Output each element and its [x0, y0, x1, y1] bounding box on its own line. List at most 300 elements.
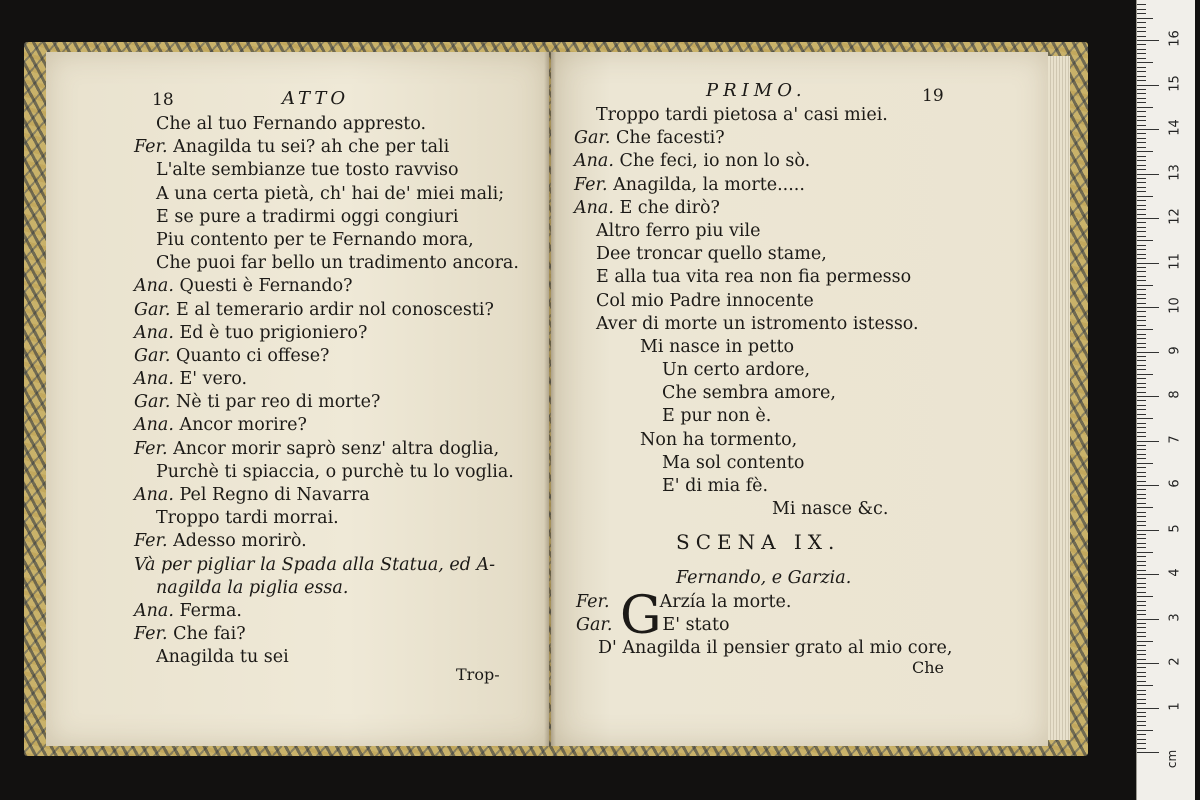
speaker-label: Fer. [574, 174, 614, 195]
speaker-label: Gar. [134, 299, 176, 320]
ruler-minor-tick [1137, 62, 1153, 63]
measurement-ruler [1136, 0, 1195, 800]
ruler-major-tick [1137, 85, 1159, 86]
ruler-minor-tick [1137, 699, 1146, 700]
verse-text: E' vero. [179, 369, 248, 390]
verse-line [574, 313, 919, 336]
verse-line [134, 530, 519, 553]
ruler-major-tick [1137, 129, 1159, 130]
verse-text: Dee troncar quello stame, [596, 244, 827, 265]
verse-line [134, 113, 519, 136]
verse-text: Che puoi far bello un tradimento ancora. [156, 253, 519, 274]
verse-line [134, 438, 519, 461]
speaker-label: Gar. [134, 392, 176, 413]
ruler-number: 4 [1167, 568, 1183, 577]
ruler-minor-tick [1137, 605, 1146, 606]
verse-line [574, 382, 919, 405]
ruler-minor-tick [1137, 280, 1146, 281]
speaker-label: Fer. [134, 438, 174, 459]
ruler-minor-tick [1137, 494, 1146, 495]
ruler-minor-tick [1137, 49, 1146, 50]
ruler-minor-tick [1137, 427, 1146, 428]
ruler-minor-tick [1137, 650, 1146, 651]
speaker-label: Ana. [574, 197, 620, 218]
verse-text: Che facesti? [615, 128, 725, 149]
verse-line [574, 104, 919, 127]
verse-line [134, 159, 519, 182]
ruler-minor-tick [1137, 147, 1146, 148]
ruler-minor-tick [1137, 151, 1153, 152]
ruler-minor-tick [1137, 249, 1146, 250]
ruler-minor-tick [1137, 138, 1146, 139]
ruler-minor-tick [1137, 690, 1146, 691]
ruler-number: 15 [1167, 74, 1183, 92]
verse-line [134, 577, 519, 600]
ruler-minor-tick [1137, 116, 1146, 117]
verse-line [134, 229, 519, 252]
ruler-minor-tick [1137, 160, 1146, 161]
ruler-minor-tick [1137, 231, 1146, 232]
ruler-minor-tick [1137, 80, 1146, 81]
verse-text: Anagilda, la morte..... [613, 174, 805, 195]
verse-line [134, 600, 519, 623]
ruler-major-tick [1137, 752, 1159, 753]
ruler-number: 3 [1167, 612, 1183, 622]
verse-line [574, 498, 919, 521]
verse-text: Che feci, io non lo sò. [619, 151, 811, 172]
ruler-minor-tick [1137, 196, 1153, 197]
verse-line [574, 266, 919, 289]
verse-line [134, 414, 519, 437]
book-gutter [544, 52, 556, 746]
ruler-minor-tick [1137, 601, 1146, 602]
verse-text: Che al tuo Fernando appresto. [156, 114, 427, 134]
scene-title: SCENA IX. [676, 530, 841, 554]
ruler-minor-tick [1137, 76, 1146, 77]
verse-text: Che fai? [173, 624, 246, 645]
ruler-number: 16 [1167, 30, 1183, 47]
verse-text: Ancor morir saprò senz' altra doglia, [173, 438, 500, 459]
verse-text: Non ha tormento, [640, 429, 798, 450]
ruler-number: 10 [1167, 297, 1183, 314]
ruler-minor-tick [1137, 182, 1146, 183]
verse-line [134, 345, 519, 368]
ruler-minor-tick [1137, 285, 1153, 286]
ruler-minor-tick [1137, 516, 1146, 517]
ruler-minor-tick [1137, 543, 1146, 544]
ruler-minor-tick [1137, 467, 1146, 468]
left-running-head: ATTO [282, 88, 350, 109]
ruler-minor-tick [1137, 552, 1153, 553]
ruler-minor-tick [1137, 596, 1153, 597]
ruler-minor-tick [1137, 236, 1146, 237]
verse-text: Troppo tardi morrai. [156, 508, 339, 529]
ruler-minor-tick [1137, 534, 1146, 535]
ruler-minor-tick [1137, 178, 1146, 179]
speaker-label: Ana. [134, 276, 180, 297]
ruler-minor-tick [1137, 36, 1146, 37]
verse-text: E alla tua vita rea non fia permesso [596, 267, 912, 288]
ruler-number: 7 [1167, 434, 1183, 444]
ruler-major-tick [1137, 619, 1159, 620]
verse-line [134, 507, 519, 530]
ruler-number: 6 [1167, 479, 1183, 488]
ruler-minor-tick [1137, 716, 1146, 717]
ruler-major-tick [1137, 441, 1159, 442]
verse-line [134, 299, 519, 322]
verse-text: Pel Regno di Navarra [179, 485, 370, 505]
speaker-label: Gar. [576, 615, 613, 635]
ruler-major-tick [1137, 307, 1159, 308]
verse-line [134, 275, 519, 298]
ruler-minor-tick [1137, 623, 1146, 624]
ruler-minor-tick [1137, 436, 1146, 437]
ruler-minor-tick [1137, 392, 1146, 393]
ruler-minor-tick [1137, 503, 1146, 504]
speaker-label: Ana. [134, 322, 180, 343]
scene-characters: Fernando, e Garzia. [676, 568, 852, 588]
left-page-number: 18 [152, 90, 174, 110]
ruler-minor-tick [1137, 400, 1146, 401]
ruler-minor-tick [1137, 743, 1146, 744]
ruler-minor-tick [1137, 27, 1146, 28]
verse-line [574, 220, 919, 243]
ruler-number: 13 [1167, 163, 1183, 181]
ruler-minor-tick [1137, 165, 1146, 166]
ruler-minor-tick [1137, 191, 1146, 192]
ruler-minor-tick [1137, 721, 1146, 722]
speaker-label: Ana. [134, 600, 180, 621]
ruler-minor-tick [1137, 614, 1146, 615]
verse-text: Aver di morte un istromento istesso. [596, 313, 919, 334]
ruler-minor-tick [1137, 472, 1146, 473]
ruler-minor-tick [1137, 125, 1146, 126]
verse-text: Anagilda tu sei? ah che per tali [173, 137, 450, 158]
ruler-minor-tick [1137, 227, 1146, 228]
ruler-minor-tick [1137, 303, 1146, 304]
ruler-minor-tick [1137, 734, 1146, 735]
ruler-minor-tick [1137, 58, 1146, 59]
stage-direction: Và per pigliar la Spada alla Statua, ed A- [134, 554, 496, 575]
ruler-minor-tick [1137, 521, 1146, 522]
ruler-minor-tick [1137, 311, 1146, 312]
verse-line [134, 391, 519, 414]
ruler-minor-tick [1137, 44, 1146, 45]
ruler-minor-tick [1137, 267, 1146, 268]
verse-line [134, 136, 519, 159]
speaker-label: Fer. [134, 531, 174, 552]
ruler-number: 14 [1167, 119, 1183, 136]
ruler-minor-tick [1137, 476, 1146, 477]
ruler-minor-tick [1137, 587, 1146, 588]
verse-line [134, 206, 519, 229]
ruler-minor-tick [1137, 276, 1146, 277]
ruler-minor-tick [1137, 240, 1153, 241]
ruler-minor-tick [1137, 374, 1153, 375]
speaker-label: Fer. [134, 137, 174, 158]
ruler-minor-tick [1137, 338, 1146, 339]
page-fore-edge [1048, 56, 1070, 740]
left-catchword: Trop- [456, 665, 500, 684]
ruler-minor-tick [1137, 356, 1146, 357]
ruler-number: 9 [1167, 345, 1183, 355]
ruler-minor-tick [1137, 592, 1146, 593]
ruler-minor-tick [1137, 685, 1153, 686]
ruler-minor-tick [1137, 325, 1146, 326]
speaker-label: Gar. [574, 128, 616, 149]
ruler-minor-tick [1137, 334, 1146, 335]
ruler-minor-tick [1137, 512, 1146, 513]
ruler-minor-tick [1137, 748, 1146, 749]
ruler-minor-tick [1137, 107, 1153, 108]
ruler-minor-tick [1137, 320, 1146, 321]
verse-text: L'alte sembianze tue tosto ravviso [156, 160, 459, 181]
ruler-minor-tick [1137, 271, 1146, 272]
ruler-minor-tick [1137, 245, 1146, 246]
ruler-minor-tick [1137, 18, 1153, 19]
ruler-minor-tick [1137, 423, 1146, 424]
verse-text: E se pure a tradirmi oggi congiuri [156, 206, 459, 227]
ruler-minor-tick [1137, 111, 1146, 112]
verse-line [574, 405, 919, 428]
ruler-minor-tick [1137, 142, 1146, 143]
ruler-minor-tick [1137, 205, 1146, 206]
right-running-head: PRIMO. [706, 80, 807, 101]
speaker-label: Gar. [134, 345, 176, 366]
verse-text: Purchè ti spiaccia, o purchè tu lo voglia. [156, 461, 514, 482]
ruler-minor-tick [1137, 409, 1146, 410]
verse-text: Mi nasce in petto [640, 336, 795, 357]
verse-text: Anagilda tu sei [156, 647, 289, 668]
ruler-number: 5 [1167, 523, 1183, 533]
verse-line [574, 174, 919, 197]
ruler-minor-tick [1137, 507, 1153, 508]
ruler-minor-tick [1137, 641, 1153, 642]
stage-direction: nagilda la piglia essa. [156, 577, 349, 598]
ruler-minor-tick [1137, 610, 1146, 611]
verse-text: A una certa pietà, ch' hai de' miei mali; [156, 183, 505, 204]
final-line: D' Anagilda il pensier grato al mio core, [598, 638, 953, 658]
verse-line [574, 452, 919, 475]
right-page-text [574, 104, 919, 521]
ruler-minor-tick [1137, 53, 1146, 54]
ruler-minor-tick [1137, 632, 1146, 633]
verse-line [134, 322, 519, 345]
verse-text: E' di mia fè. [662, 476, 769, 496]
verse-line [134, 554, 519, 577]
ruler-minor-tick [1137, 414, 1146, 415]
verse-line [134, 183, 519, 206]
verse-line [134, 461, 519, 484]
ruler-minor-tick [1137, 365, 1146, 366]
drop-cap: G [620, 586, 662, 646]
ruler-minor-tick [1137, 739, 1146, 740]
verse-text: Ma sol contento [662, 452, 805, 473]
verse-text: Ed è tuo prigioniero? [179, 322, 368, 343]
ruler-major-tick [1137, 263, 1159, 264]
right-catchword: Che [912, 658, 945, 677]
ruler-minor-tick [1137, 645, 1146, 646]
verse-line [574, 150, 919, 173]
ruler-minor-tick [1137, 583, 1146, 584]
ruler-minor-tick [1137, 654, 1146, 655]
ruler-minor-tick [1137, 703, 1146, 704]
verse-line [574, 243, 919, 266]
verse-text: Questi è Fernando? [179, 276, 353, 297]
verse-text: Un certo ardore, [662, 360, 811, 381]
ruler-minor-tick [1137, 98, 1146, 99]
ruler-number: 8 [1167, 390, 1183, 399]
ruler-minor-tick [1137, 383, 1146, 384]
ruler-minor-tick [1137, 102, 1146, 103]
ruler-number: 2 [1167, 657, 1183, 666]
verse-text: E al temerario ardir nol conoscesti? [175, 299, 494, 320]
ruler-minor-tick [1137, 712, 1146, 713]
ruler-minor-tick [1137, 418, 1153, 419]
ruler-minor-tick [1137, 200, 1146, 201]
ruler-minor-tick [1137, 89, 1146, 90]
verse-text: Adesso morirò. [173, 531, 307, 552]
ruler-major-tick [1137, 218, 1159, 219]
ruler-minor-tick [1137, 93, 1146, 94]
ruler-minor-tick [1137, 347, 1146, 348]
verse-text: E che dirò? [619, 197, 720, 218]
verse-line [574, 429, 919, 452]
ruler-minor-tick [1137, 463, 1153, 464]
left-page-text [134, 113, 519, 670]
verse-text: Ferma. [179, 600, 242, 621]
verse-text: Mi nasce &c. [772, 499, 889, 520]
ruler-minor-tick [1137, 681, 1146, 682]
ruler-major-tick [1137, 174, 1159, 175]
ruler-minor-tick [1137, 481, 1146, 482]
verse-text: Troppo tardi pietosa a' casi miei. [596, 105, 888, 125]
ruler-minor-tick [1137, 498, 1146, 499]
ruler-major-tick [1137, 485, 1159, 486]
ruler-minor-tick [1137, 298, 1146, 299]
speaker-label: Ana. [134, 485, 180, 505]
verse-line [134, 623, 519, 646]
ruler-minor-tick [1137, 725, 1146, 726]
ruler-minor-tick [1137, 67, 1146, 68]
ruler-minor-tick [1137, 659, 1146, 660]
ruler-minor-tick [1137, 343, 1146, 344]
verse-text: Nè ti par reo di morte? [175, 392, 381, 413]
ruler-number: 1 [1167, 701, 1183, 711]
ruler-minor-tick [1137, 133, 1146, 134]
verse-line [574, 127, 919, 150]
ruler-minor-tick [1137, 316, 1146, 317]
speaker-label: Fer. [576, 592, 610, 612]
verse-line [574, 290, 919, 313]
ruler-minor-tick [1137, 169, 1146, 170]
ruler-minor-tick [1137, 525, 1146, 526]
ruler-minor-tick [1137, 9, 1146, 10]
verse-text: Col mio Padre innocente [596, 290, 814, 311]
verse-text: E pur non è. [662, 406, 772, 427]
ruler-minor-tick [1137, 329, 1153, 330]
ruler-minor-tick [1137, 454, 1146, 455]
ruler-minor-tick [1137, 222, 1146, 223]
ruler-minor-tick [1137, 694, 1146, 695]
verse-line [134, 252, 519, 275]
verse-text: Quanto ci offese? [175, 345, 330, 366]
ruler-major-tick [1137, 574, 1159, 575]
ruler-minor-tick [1137, 578, 1146, 579]
ruler-minor-tick [1137, 214, 1146, 215]
verse-line [574, 197, 919, 220]
ruler-minor-tick [1137, 120, 1146, 121]
ruler-minor-tick [1137, 672, 1146, 673]
ruler-minor-tick [1137, 22, 1146, 23]
ruler-minor-tick [1137, 387, 1146, 388]
ruler-minor-tick [1137, 156, 1146, 157]
ruler-minor-tick [1137, 13, 1146, 14]
ruler-major-tick [1137, 352, 1159, 353]
ruler-minor-tick [1137, 31, 1146, 32]
ruler-minor-tick [1137, 360, 1146, 361]
ruler-minor-tick [1137, 4, 1146, 5]
verse-text: E' stato [662, 615, 730, 635]
ruler-minor-tick [1137, 627, 1146, 628]
verse-line [574, 359, 919, 382]
verse-line [134, 484, 519, 507]
ruler-minor-tick [1137, 445, 1146, 446]
ruler-minor-tick [1137, 187, 1146, 188]
right-page-number: 19 [922, 86, 944, 106]
ruler-major-tick [1137, 396, 1159, 397]
ruler-minor-tick [1137, 432, 1146, 433]
ruler-minor-tick [1137, 71, 1146, 72]
ruler-minor-tick [1137, 556, 1146, 557]
verse-text: Altro ferro piu vile [596, 220, 761, 241]
scene-line-2 [576, 614, 730, 637]
ruler-minor-tick [1137, 570, 1146, 571]
speaker-label: Fer. [134, 624, 174, 645]
ruler-minor-tick [1137, 565, 1146, 566]
ruler-minor-tick [1137, 369, 1146, 370]
verse-line [574, 475, 919, 498]
ruler-minor-tick [1137, 449, 1146, 450]
verse-text: Che sembra amore, [662, 383, 836, 404]
ruler-unit: cm [1165, 749, 1180, 769]
ruler-major-tick [1137, 40, 1159, 41]
ruler-minor-tick [1137, 636, 1146, 637]
ruler-minor-tick [1137, 254, 1146, 255]
ruler-minor-tick [1137, 561, 1146, 562]
ruler-minor-tick [1137, 405, 1146, 406]
verse-line [134, 368, 519, 391]
ruler-major-tick [1137, 708, 1159, 709]
ruler-major-tick [1137, 663, 1159, 664]
verse-text: Piu contento per te Fernando mora, [156, 229, 474, 250]
ruler-number: 11 [1167, 252, 1183, 270]
ruler-minor-tick [1137, 538, 1146, 539]
ruler-minor-tick [1137, 547, 1146, 548]
ruler-major-tick [1137, 530, 1159, 531]
verse-line [574, 336, 919, 359]
speaker-label: Ana. [134, 369, 180, 390]
speaker-label: Ana. [574, 151, 620, 172]
ruler-minor-tick [1137, 667, 1146, 668]
verse-text: Ancor morire? [179, 415, 307, 436]
ruler-number: 12 [1167, 208, 1183, 225]
scene-line-1 [576, 591, 791, 614]
ruler-minor-tick [1137, 378, 1146, 379]
ruler-minor-tick [1137, 489, 1146, 490]
speaker-label: Ana. [134, 415, 180, 436]
ruler-minor-tick [1137, 676, 1146, 677]
